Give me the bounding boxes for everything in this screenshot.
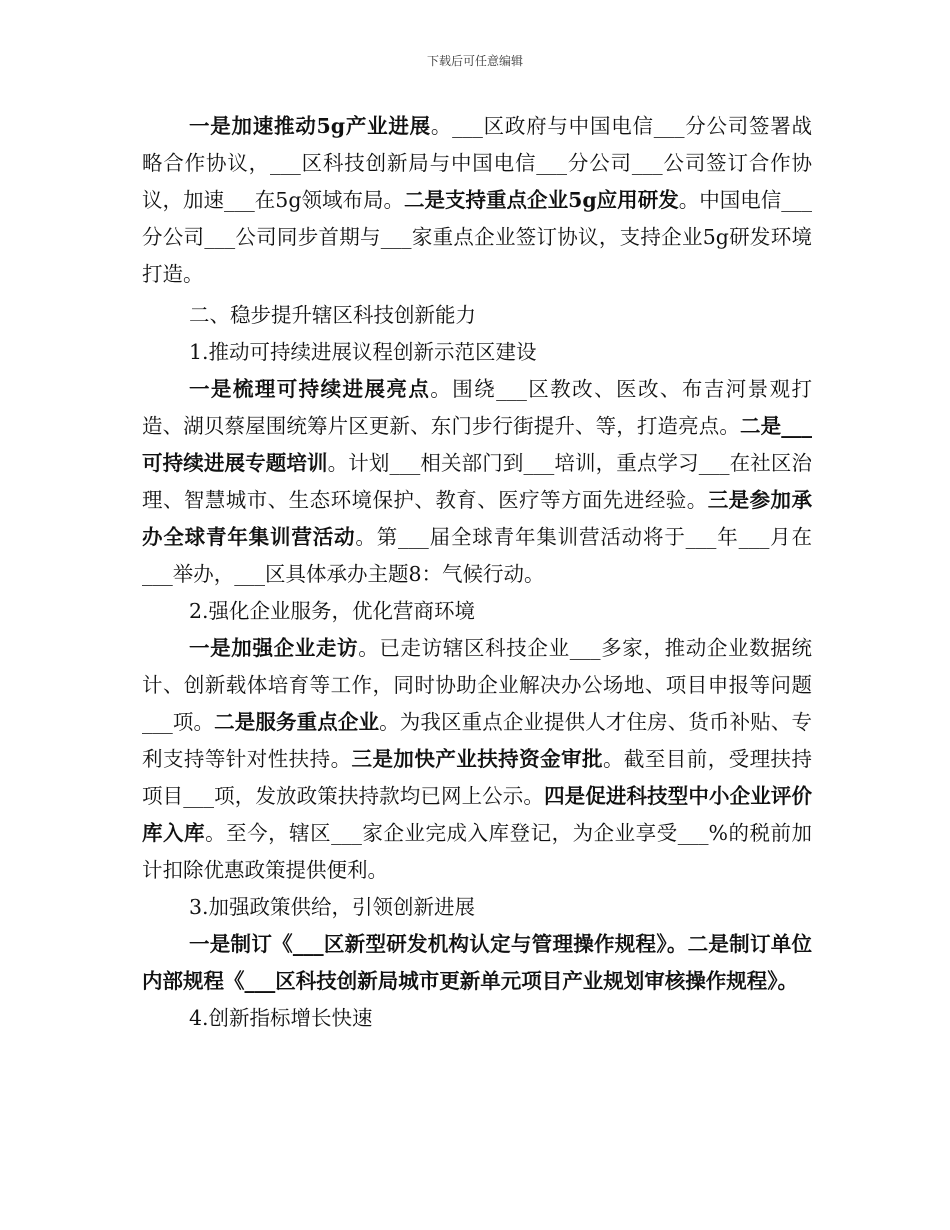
bold-phrase: 三是参加承办全球青年集训营活动 bbox=[142, 488, 813, 549]
paragraph-sustainability bbox=[142, 371, 812, 593]
bold-phrase: 二是服务重点企业 bbox=[214, 710, 380, 734]
paragraph-policy: 一是制订《___区新型研发机构认定与管理操作规程》。二是制订单位内部规程《___区科技创新局城市更新单元项目产业规划审核操作规程》。 bbox=[142, 932, 812, 993]
bold-phrase: 二是___可持续进展专题培训 bbox=[142, 414, 813, 475]
text-run: 。围绕___区教改、医改、布吉河景观打造、湖贝蔡屋围统筹片区更新、东门步行街提升、等，打造亮点。 bbox=[142, 377, 813, 438]
subsection-heading-3: 3.加强政策供给，引领创新进展 bbox=[189, 895, 476, 919]
text-run: 。为我区重点企业提供人才住房、货币补贴、专利支持等针对性扶持。 bbox=[142, 710, 813, 771]
paragraph-5g bbox=[142, 108, 812, 293]
subsection-heading-1: 1.推动可持续进展议程创新示范区建设 bbox=[189, 340, 537, 364]
subsection-heading-4: 4.创新指标增长快速 bbox=[189, 1006, 373, 1030]
text-run: 。中国电信___分公司___公司同步首期与___家重点企业签订协议，支持企业5g研发环境打造。 bbox=[142, 188, 813, 286]
text-run: 。至今，辖区___家企业完成入库登记，为企业享受___%的税前加计扣除优惠政策提供便利。 bbox=[142, 821, 813, 882]
text-run: 。已走访辖区科技企业___多家，推动企业数据统计、创新载体培育等工作，同时协助企业解决办公场地、项目申报等问题___项。 bbox=[142, 636, 813, 734]
bold-phrase: 三是加快产业扶持资金审批 bbox=[351, 747, 603, 771]
bold-phrase: 四是促进科技型中小企业评价库入库 bbox=[142, 784, 813, 845]
bold-phrase: 一是加强企业走访 bbox=[189, 636, 359, 660]
text-run: 。第___届全球青年集训营活动将于___年___月在___举办，___区具体承办主题8：气候行动。 bbox=[142, 525, 813, 586]
page-header: 下载后可任意编辑 bbox=[426, 54, 523, 68]
paragraph-enterprise-service bbox=[142, 630, 812, 889]
text-run: 。___区政府与中国电信___分公司签署战略合作协议，___区科技创新局与中国电信___分公司___公司签订合作协议，加速___在5g领域布局。 bbox=[142, 114, 812, 212]
bold-phrase: 二是支持重点企业5g应用研发 bbox=[404, 188, 679, 212]
document-body bbox=[142, 108, 812, 1037]
subsection-heading-2: 2.强化企业服务，优化营商环境 bbox=[189, 599, 476, 623]
bold-phrase: 一是加速推动5g产业进展 bbox=[189, 114, 431, 138]
section-heading-2: 二、稳步提升辖区科技创新能力 bbox=[189, 303, 476, 327]
bold-phrase: 一是梳理可持续进展亮点 bbox=[189, 377, 431, 401]
text-run: 。截至目前，受理扶持项目___项，发放政策扶持款均已网上公示。 bbox=[142, 747, 813, 808]
text-run: 。计划___相关部门到___培训，重点学习___在社区治理、智慧城市、生态环境保护、教育、医疗等方面先进经验。 bbox=[142, 451, 812, 512]
